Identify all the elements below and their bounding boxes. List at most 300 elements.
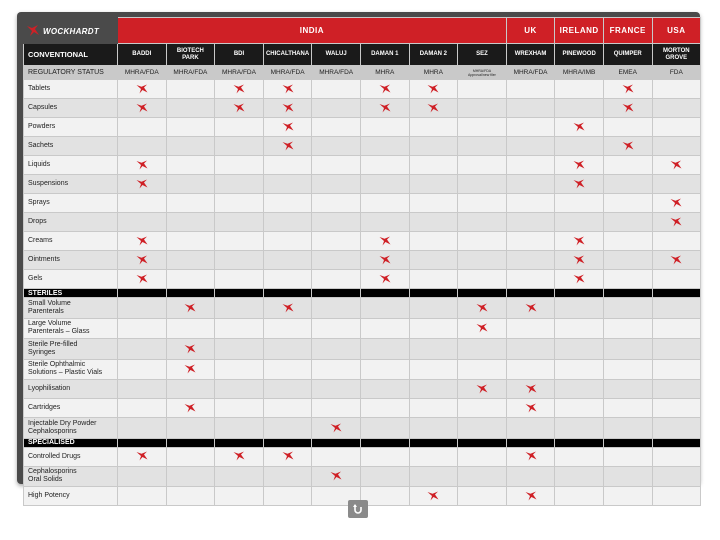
capability-cell xyxy=(409,339,458,360)
capability-cell xyxy=(263,270,312,289)
capability-cell xyxy=(118,137,167,156)
capability-cell xyxy=(263,380,312,399)
capability-cell xyxy=(118,213,167,232)
country-header: IRELAND xyxy=(559,26,599,35)
table-row xyxy=(24,466,701,487)
wockhardt-logo-icon xyxy=(26,24,40,38)
wockhardt-check-icon xyxy=(573,274,585,284)
wockhardt-check-icon xyxy=(379,84,391,94)
section-header-fill xyxy=(215,289,264,298)
capability-cell xyxy=(118,298,167,319)
site-name: WREXHAM xyxy=(514,51,547,57)
capability-label: Cartridges xyxy=(28,404,61,411)
capability-cell xyxy=(215,466,264,487)
capability-cell xyxy=(263,298,312,319)
capability-cell xyxy=(166,270,215,289)
capability-cell xyxy=(506,118,555,137)
capability-label-cell xyxy=(24,175,118,194)
site-name: SEZ xyxy=(476,51,488,57)
capability-cell xyxy=(215,251,264,270)
capability-cell xyxy=(166,399,215,418)
capability-cell xyxy=(652,447,701,466)
capability-cell xyxy=(409,232,458,251)
regulatory-status-value: MHRA/FDA xyxy=(319,69,354,76)
capability-cell xyxy=(166,418,215,439)
capability-cell xyxy=(409,399,458,418)
capability-cell xyxy=(215,359,264,380)
capability-cell xyxy=(458,380,507,399)
capability-cell xyxy=(312,298,361,319)
capability-label-cell xyxy=(24,251,118,270)
regulatory-status-cell xyxy=(555,66,604,80)
site-name: BADDI xyxy=(132,51,152,57)
regulatory-status-value: MHRA/FDA xyxy=(222,69,256,76)
wockhardt-check-icon xyxy=(573,255,585,265)
capability-label: Powders xyxy=(28,123,56,130)
wockhardt-check-icon xyxy=(573,179,585,189)
capability-cell xyxy=(166,232,215,251)
capability-cell xyxy=(360,399,409,418)
capability-cell xyxy=(215,298,264,319)
capability-cell xyxy=(360,380,409,399)
regulatory-status-cell xyxy=(166,66,215,80)
table-row xyxy=(24,99,701,118)
capability-cell xyxy=(312,318,361,339)
country-header-cell xyxy=(555,18,604,44)
wockhardt-check-icon xyxy=(525,303,537,313)
capability-cell xyxy=(652,194,701,213)
capability-cell xyxy=(118,447,167,466)
capability-cell xyxy=(555,251,604,270)
site-header-cell xyxy=(603,44,652,66)
capability-cell xyxy=(312,213,361,232)
capability-cell xyxy=(603,251,652,270)
section-header-fill xyxy=(506,289,555,298)
regulatory-status-value: MHRA/FDA xyxy=(270,69,305,76)
capability-cell xyxy=(118,270,167,289)
capability-cell xyxy=(118,99,167,118)
site-header-cell xyxy=(555,44,604,66)
capability-cell xyxy=(263,137,312,156)
section-header-fill xyxy=(652,289,701,298)
capability-cell xyxy=(603,270,652,289)
capability-cell xyxy=(458,80,507,99)
capability-cell xyxy=(603,399,652,418)
capability-cell xyxy=(166,251,215,270)
capability-label: Sterile Pre-filled Syringes xyxy=(28,340,78,356)
capability-cell xyxy=(652,118,701,137)
capability-label-cell xyxy=(24,194,118,213)
capability-cell xyxy=(118,251,167,270)
capability-cell xyxy=(263,339,312,360)
capability-cell xyxy=(652,487,701,506)
regulatory-status-value: MHRA/FDA xyxy=(173,69,208,76)
capability-cell xyxy=(312,339,361,360)
capability-cell xyxy=(263,318,312,339)
capability-label-cell xyxy=(24,270,118,289)
capability-label-cell xyxy=(24,137,118,156)
capability-cell xyxy=(506,298,555,319)
regulatory-status-cell xyxy=(603,66,652,80)
capability-cell xyxy=(166,466,215,487)
capability-cell xyxy=(166,194,215,213)
capability-label-cell xyxy=(24,399,118,418)
capability-cell xyxy=(263,99,312,118)
site-header-cell xyxy=(215,44,264,66)
capability-cell xyxy=(263,487,312,506)
capability-cell xyxy=(409,118,458,137)
capability-cell xyxy=(312,418,361,439)
capability-cell xyxy=(555,156,604,175)
capability-cell xyxy=(409,380,458,399)
capability-cell xyxy=(458,270,507,289)
capability-cell xyxy=(603,137,652,156)
wockhardt-check-icon xyxy=(379,274,391,284)
capability-cell xyxy=(118,118,167,137)
section-header-fill xyxy=(409,289,458,298)
site-header-cell xyxy=(312,44,361,66)
capability-label-cell xyxy=(24,80,118,99)
table-row xyxy=(24,137,701,156)
capability-cell xyxy=(458,99,507,118)
wockhardt-check-icon xyxy=(622,84,634,94)
wockhardt-check-icon xyxy=(282,451,294,461)
capability-cell xyxy=(652,418,701,439)
capability-cell xyxy=(652,175,701,194)
table-row xyxy=(24,175,701,194)
capability-cell xyxy=(652,318,701,339)
capability-cell xyxy=(458,213,507,232)
capability-cell xyxy=(603,156,652,175)
capability-cell xyxy=(458,232,507,251)
table-row xyxy=(24,418,701,439)
capability-cell xyxy=(263,80,312,99)
capability-cell xyxy=(166,175,215,194)
capability-cell xyxy=(312,380,361,399)
capability-cell xyxy=(166,318,215,339)
conventional-label: CONVENTIONAL xyxy=(28,50,88,59)
country-header-cell xyxy=(506,18,555,44)
capability-cell xyxy=(360,118,409,137)
capability-cell xyxy=(409,213,458,232)
capability-cell xyxy=(215,232,264,251)
table-row xyxy=(24,447,701,466)
section-header-fill xyxy=(118,289,167,298)
capability-cell xyxy=(312,194,361,213)
capability-cell xyxy=(506,339,555,360)
wockhardt-check-icon xyxy=(282,303,294,313)
country-header-cell xyxy=(118,18,507,44)
capability-cell xyxy=(652,399,701,418)
site-name: BIOTECH PARK xyxy=(176,47,204,61)
capability-cell xyxy=(555,175,604,194)
capability-cell xyxy=(652,466,701,487)
capability-cell xyxy=(360,318,409,339)
capability-cell xyxy=(555,466,604,487)
capability-label: Tablets xyxy=(28,85,51,92)
table-row xyxy=(24,232,701,251)
capability-cell xyxy=(409,418,458,439)
regulatory-status-cell xyxy=(506,66,555,80)
capability-label: Sachets xyxy=(28,142,54,149)
site-header-cell xyxy=(652,44,701,66)
wockhardt-check-icon xyxy=(136,160,148,170)
capability-cell xyxy=(458,447,507,466)
capability-label: Capsules xyxy=(28,104,58,111)
capability-cell xyxy=(409,466,458,487)
capability-cell xyxy=(555,339,604,360)
table-row xyxy=(24,156,701,175)
capability-cell xyxy=(652,137,701,156)
capability-cell xyxy=(360,80,409,99)
regulatory-status-cell xyxy=(409,66,458,80)
table-row xyxy=(24,339,701,360)
return-arrow-icon xyxy=(352,503,364,515)
capability-cell xyxy=(506,399,555,418)
regulatory-status-value: MHRA/FDA xyxy=(124,69,159,76)
capability-cell xyxy=(506,175,555,194)
capability-cell xyxy=(652,298,701,319)
wockhardt-check-icon xyxy=(670,217,682,227)
capability-label-cell xyxy=(24,380,118,399)
site-name: MORTON GROVE xyxy=(663,47,690,61)
capability-cell xyxy=(555,359,604,380)
wockhardt-check-icon xyxy=(476,323,488,333)
regulatory-status-value: EMEA xyxy=(618,69,637,76)
regulatory-status-value: MHRA/FDA xyxy=(513,69,548,76)
regulatory-status-value: FDA xyxy=(669,69,683,76)
wockhardt-check-icon xyxy=(136,103,148,113)
table-row xyxy=(24,359,701,380)
capability-cell xyxy=(603,99,652,118)
wockhardt-check-icon xyxy=(476,384,488,394)
capability-cell xyxy=(360,194,409,213)
capability-cell xyxy=(215,213,264,232)
capability-cell xyxy=(458,487,507,506)
section-header-fill xyxy=(215,438,264,447)
capability-cell xyxy=(652,80,701,99)
wockhardt-logo xyxy=(26,18,112,44)
site-name: BDI xyxy=(233,51,245,57)
capability-cell xyxy=(506,487,555,506)
capability-cell xyxy=(652,213,701,232)
capability-cell xyxy=(506,466,555,487)
capability-cell xyxy=(555,399,604,418)
capability-cell xyxy=(506,99,555,118)
wockhardt-check-icon xyxy=(525,384,537,394)
capability-label-cell xyxy=(24,359,118,380)
country-header-cell xyxy=(652,18,701,44)
capability-label: Sterile Ophthalmic Solutions – Plastic Vials xyxy=(28,361,103,377)
section-header-fill xyxy=(555,289,604,298)
regulatory-status-cell xyxy=(652,66,701,80)
capability-label: Sprays xyxy=(28,199,50,206)
capability-cell xyxy=(118,418,167,439)
wockhardt-check-icon xyxy=(136,236,148,246)
capability-cell xyxy=(118,318,167,339)
capability-cell xyxy=(458,175,507,194)
capability-cell xyxy=(409,156,458,175)
capability-cell xyxy=(555,418,604,439)
capability-cell xyxy=(166,380,215,399)
capability-label-cell xyxy=(24,298,118,319)
wockhardt-check-icon xyxy=(525,451,537,461)
back-button[interactable] xyxy=(348,500,368,518)
section-header-fill xyxy=(652,438,701,447)
wockhardt-check-icon xyxy=(525,491,537,501)
site-name: WALUJ xyxy=(325,51,347,57)
regulatory-status-cell xyxy=(118,66,167,80)
capability-cell xyxy=(506,213,555,232)
capability-cell xyxy=(652,156,701,175)
wockhardt-check-icon xyxy=(476,303,488,313)
capability-cell xyxy=(603,118,652,137)
capability-cell xyxy=(118,175,167,194)
capability-cell xyxy=(652,339,701,360)
capability-cell xyxy=(312,156,361,175)
capability-cell xyxy=(409,487,458,506)
capability-cell xyxy=(555,118,604,137)
capability-cell xyxy=(555,318,604,339)
table-row xyxy=(24,399,701,418)
site-header-cell xyxy=(166,44,215,66)
capability-cell xyxy=(263,194,312,213)
site-header-cell xyxy=(458,44,507,66)
capability-cell xyxy=(506,156,555,175)
capability-cell xyxy=(166,99,215,118)
table-row xyxy=(24,118,701,137)
country-header: USA xyxy=(667,26,686,35)
site-header-cell xyxy=(409,44,458,66)
capability-cell xyxy=(409,194,458,213)
capability-cell xyxy=(312,270,361,289)
capability-cell xyxy=(118,380,167,399)
capability-label: Lyophilisation xyxy=(28,385,71,392)
section-header-fill xyxy=(312,289,361,298)
section-header-fill xyxy=(458,438,507,447)
regulatory-status-cell xyxy=(458,66,507,80)
capability-cell xyxy=(312,466,361,487)
table-row xyxy=(24,380,701,399)
capability-label-cell xyxy=(24,232,118,251)
capability-label-cell xyxy=(24,156,118,175)
capability-cell xyxy=(603,213,652,232)
section-header-fill xyxy=(166,438,215,447)
capability-cell xyxy=(312,137,361,156)
regulatory-status-value: MHRA/IMB xyxy=(562,69,596,76)
wockhardt-check-icon xyxy=(573,122,585,132)
capability-label: Suspensions xyxy=(28,180,69,187)
capability-cell xyxy=(652,359,701,380)
capability-cell xyxy=(458,359,507,380)
capability-cell xyxy=(360,213,409,232)
wockhardt-check-icon xyxy=(427,103,439,113)
capability-cell xyxy=(506,251,555,270)
capability-cell xyxy=(118,194,167,213)
capability-cell xyxy=(652,99,701,118)
capability-cell xyxy=(166,118,215,137)
regulatory-status-label: REGULATORY STATUS xyxy=(28,69,104,76)
section-header-fill xyxy=(555,438,604,447)
capability-cell xyxy=(458,339,507,360)
wockhardt-check-icon xyxy=(573,236,585,246)
capability-cell xyxy=(215,194,264,213)
capability-label-cell xyxy=(24,318,118,339)
capability-cell xyxy=(215,487,264,506)
capability-cell xyxy=(555,194,604,213)
brand-name: WOCKHARDT xyxy=(43,26,100,36)
capability-cell xyxy=(312,99,361,118)
capability-cell xyxy=(215,318,264,339)
site-name: DAMAN 2 xyxy=(419,51,448,57)
regulatory-status-cell xyxy=(263,66,312,80)
capability-cell xyxy=(603,318,652,339)
wockhardt-check-icon xyxy=(184,403,196,413)
capability-cell xyxy=(312,399,361,418)
capability-cell xyxy=(263,359,312,380)
capability-cell xyxy=(215,175,264,194)
capability-label: Ointments xyxy=(28,256,60,263)
table-row xyxy=(24,318,701,339)
section-header-fill xyxy=(360,289,409,298)
capability-cell xyxy=(312,447,361,466)
capability-cell xyxy=(263,447,312,466)
regulatory-status-label-cell xyxy=(24,66,118,80)
capability-label-cell xyxy=(24,118,118,137)
capability-cell xyxy=(555,270,604,289)
capability-cell xyxy=(458,137,507,156)
site-name: PINEWOOD xyxy=(562,51,596,57)
capability-cell xyxy=(555,487,604,506)
capability-cell xyxy=(360,232,409,251)
capability-label: Small Volume Parenterals xyxy=(28,299,71,315)
capability-cell xyxy=(458,194,507,213)
section-header xyxy=(24,289,118,298)
capability-cell xyxy=(409,251,458,270)
capability-cell xyxy=(215,270,264,289)
capability-cell xyxy=(118,156,167,175)
capability-cell xyxy=(118,359,167,380)
capability-label-cell xyxy=(24,418,118,439)
capability-cell xyxy=(263,466,312,487)
capability-cell xyxy=(166,487,215,506)
capability-cell xyxy=(263,156,312,175)
capability-label: Creams xyxy=(28,237,53,244)
capability-cell xyxy=(360,298,409,319)
section-header-fill xyxy=(603,289,652,298)
capability-cell xyxy=(506,232,555,251)
capability-cell xyxy=(506,194,555,213)
capability-cell xyxy=(652,232,701,251)
table-row xyxy=(24,298,701,319)
section-title: SPECIALISED xyxy=(28,439,75,446)
capability-cell xyxy=(312,80,361,99)
capability-cell xyxy=(603,359,652,380)
capability-cell xyxy=(458,156,507,175)
capability-cell xyxy=(409,175,458,194)
capability-cell xyxy=(409,447,458,466)
capability-label-cell xyxy=(24,487,118,506)
regulatory-status-value: MHRA/FDA Approval/new filer xyxy=(468,68,496,77)
capability-cell xyxy=(603,80,652,99)
site-name: QUIMPER xyxy=(613,51,642,57)
section-header-fill xyxy=(312,438,361,447)
wockhardt-check-icon xyxy=(427,84,439,94)
table-row xyxy=(24,80,701,99)
capability-cell xyxy=(263,232,312,251)
section-header-fill xyxy=(506,438,555,447)
capability-cell xyxy=(458,466,507,487)
